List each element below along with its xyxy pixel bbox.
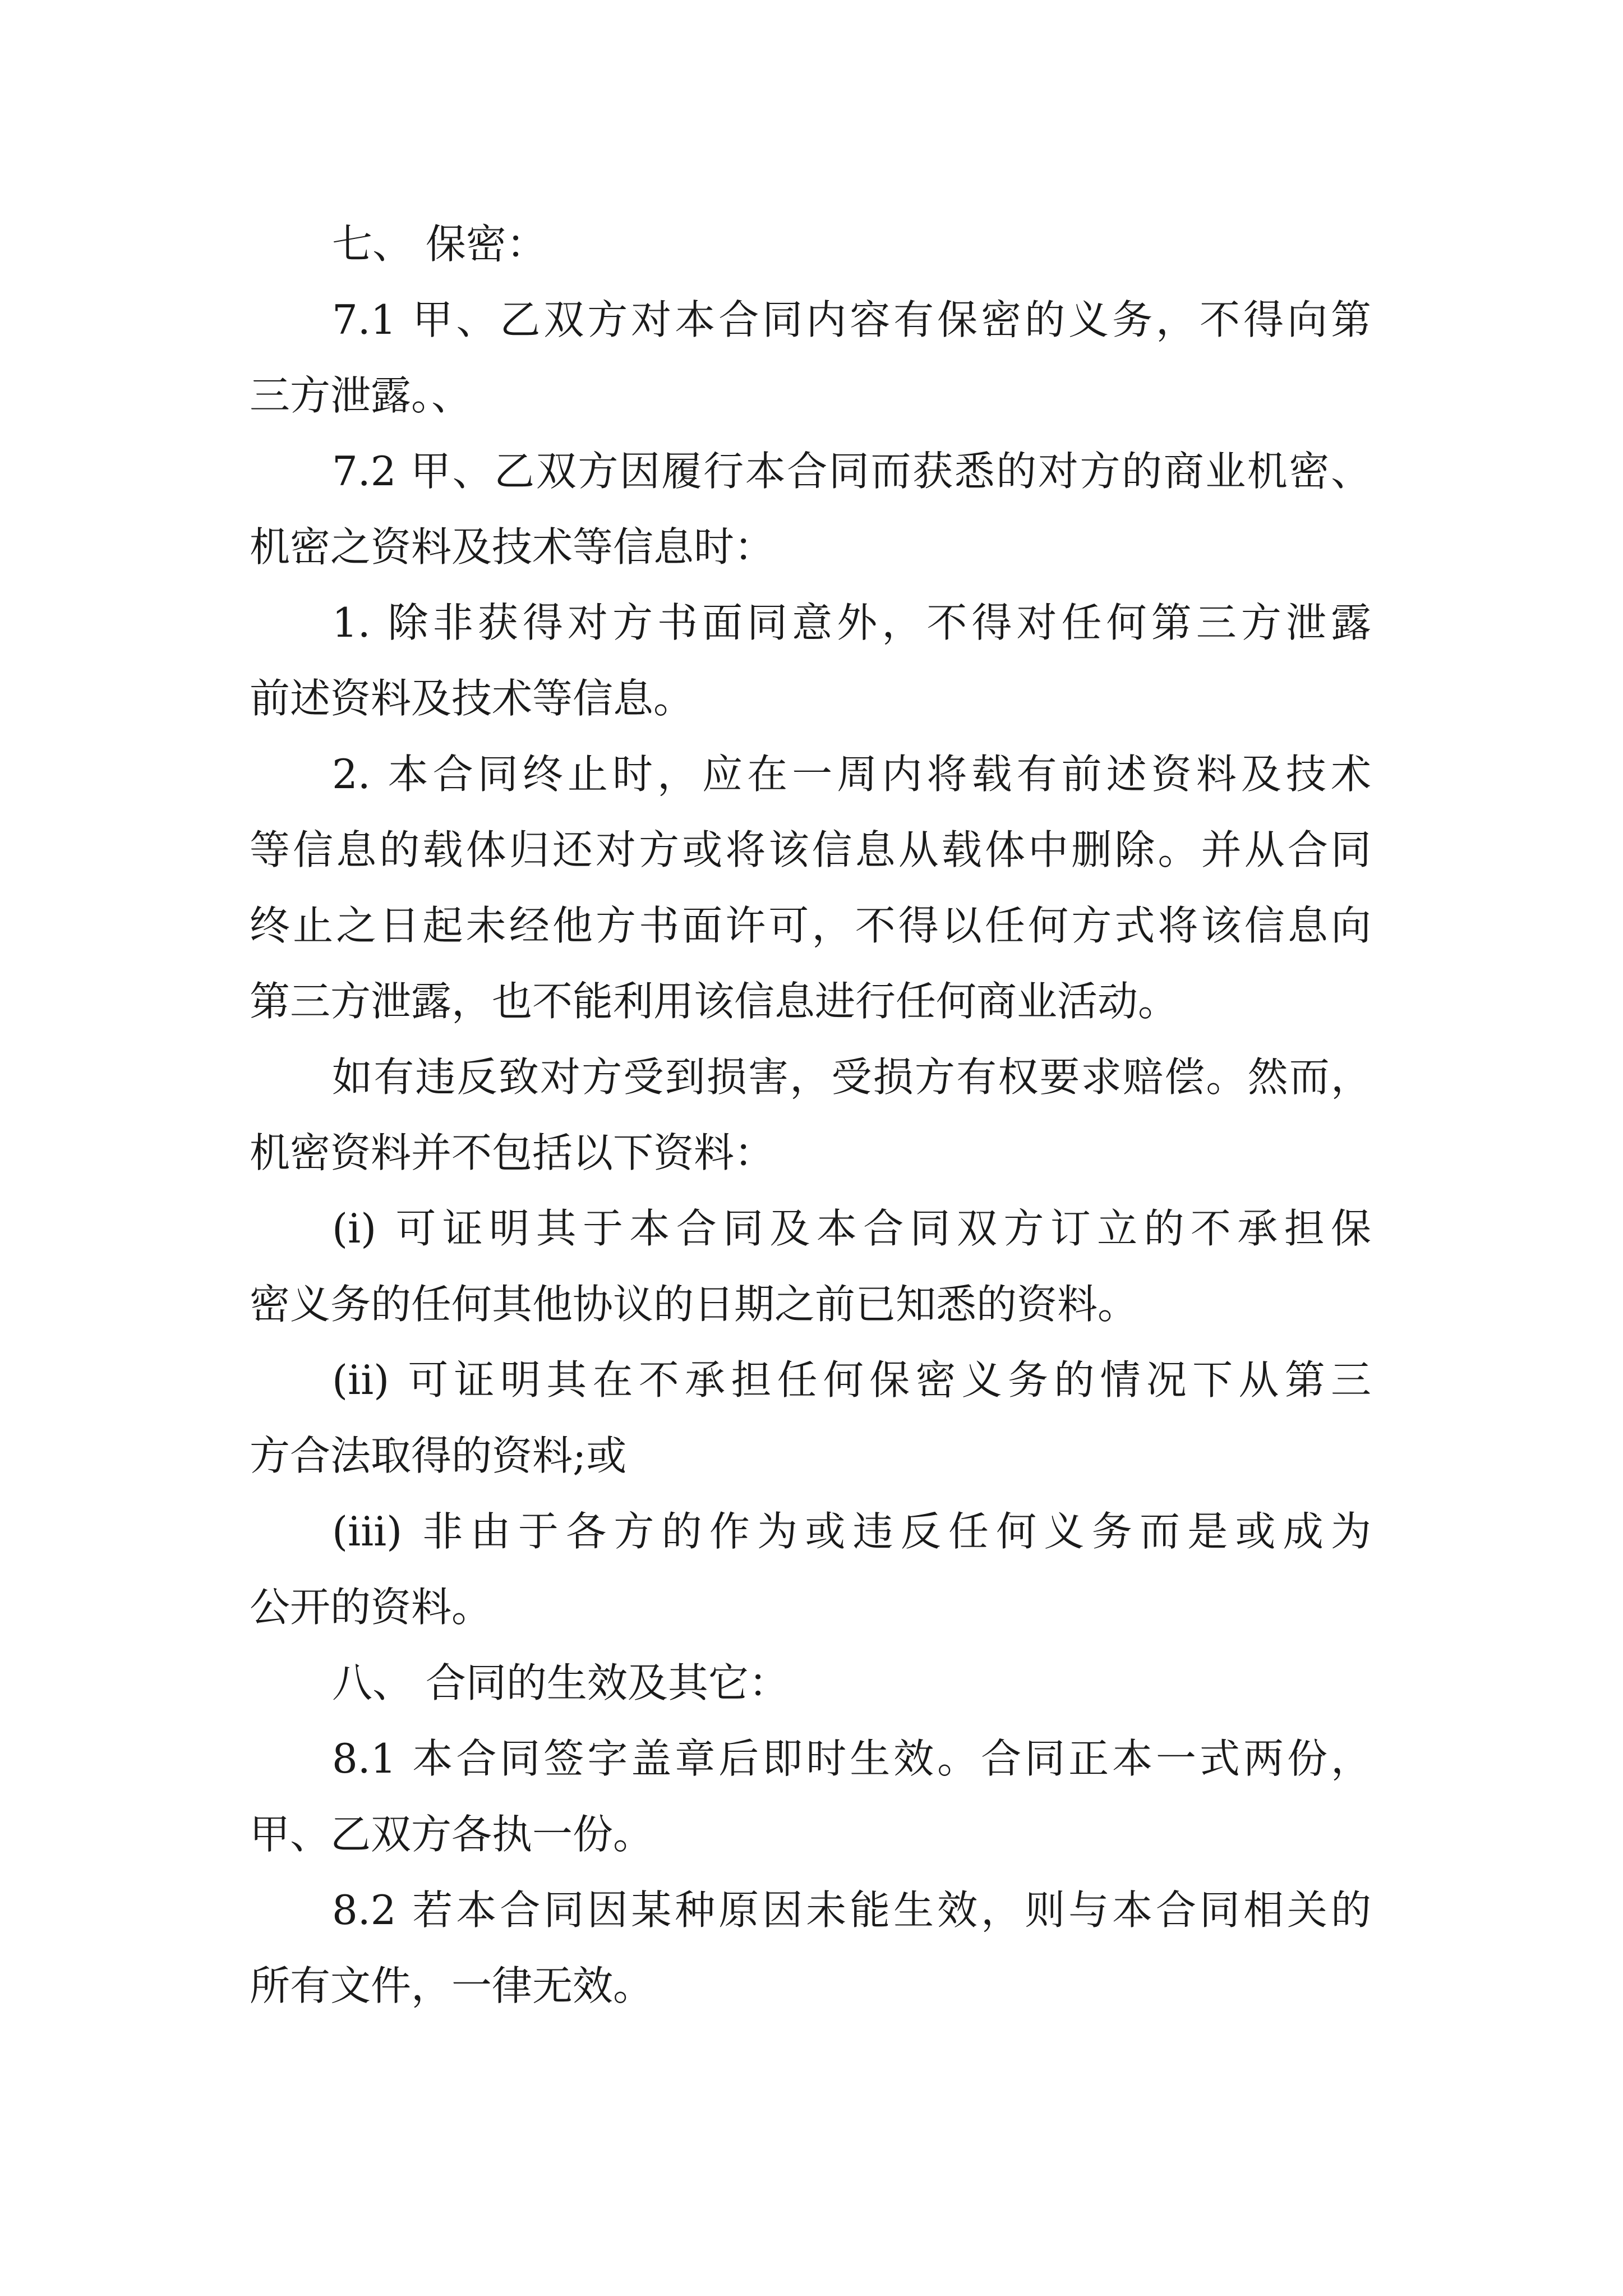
clause-7-2-line-2: 机密之资料及技术等信息时： — [250, 523, 775, 570]
item-1-line-1: 1. 除非获得对方书面同意外，不得对任何第三方泄露 — [332, 599, 1371, 646]
exception-i-line-2: 密义务的任何其他协议的日期之前已知悉的资料。 — [250, 1281, 1138, 1328]
item-2-line-1: 2. 本合同终止时，应在一周内将载有前述资料及技术 — [332, 751, 1371, 798]
section-7-heading: 七、 保密： — [332, 220, 547, 268]
clause-8-1-line-1: 8.1 本合同签字盖章后即时生效。合同正本一式两份， — [332, 1735, 1371, 1782]
breach-paragraph-line-2: 机密资料并不包括以下资料： — [250, 1129, 775, 1176]
exception-iii-line-2: 公开的资料。 — [250, 1584, 492, 1631]
exception-i-line-1: (i) 可证明其于本合同及本合同双方订立的不承担保 — [332, 1205, 1371, 1252]
exception-ii-line-1: (ii) 可证明其在不承担任何保密义务的情况下从第三 — [332, 1356, 1371, 1404]
item-2-line-4: 第三方泄露，也不能利用该信息进行任何商业活动。 — [250, 978, 1179, 1025]
section-8-heading: 八、 合同的生效及其它： — [332, 1659, 789, 1706]
exception-ii-line-2: 方合法取得的资料;或 — [250, 1432, 627, 1479]
item-2-line-2: 等信息的载体归还对方或将该信息从载体中删除。并从合同 — [250, 826, 1371, 873]
clause-8-1-line-2: 甲、乙双方各执一份。 — [250, 1811, 654, 1858]
clause-7-1-line-1: 7.1 甲、乙双方对本合同内容有保密的义务，不得向第 — [332, 296, 1371, 343]
clause-8-2-line-2: 所有文件，一律无效。 — [250, 1962, 654, 2009]
clause-7-1-line-2: 三方泄露。、 — [250, 372, 472, 419]
clause-7-2-line-1: 7.2 甲、乙双方因履行本合同而获悉的对方的商业机密、 — [332, 448, 1371, 495]
breach-paragraph-line-1: 如有违反致对方受到损害，受损方有权要求赔偿。然而， — [332, 1053, 1371, 1101]
item-2-line-3: 终止之日起未经他方书面许可，不得以任何方式将该信息向 — [250, 902, 1371, 949]
exception-iii-line-1: (iii) 非由于各方的作为或违反任何义务而是或成为 — [332, 1508, 1371, 1555]
item-1-line-2: 前述资料及技术等信息。 — [250, 675, 694, 722]
clause-8-2-line-1: 8.2 若本合同因某种原因未能生效，则与本合同相关的 — [332, 1887, 1371, 1934]
